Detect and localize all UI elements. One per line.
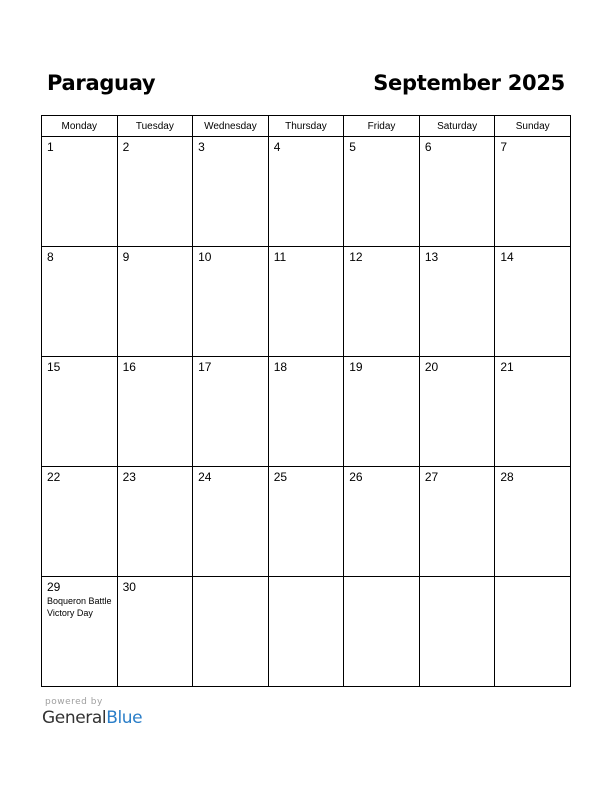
day-cell xyxy=(42,247,118,357)
day-cell-empty xyxy=(268,577,344,687)
day-cell xyxy=(419,357,495,467)
day-number: 27 xyxy=(424,470,439,484)
generalblue-logo[interactable] xyxy=(42,708,142,728)
day-number: 25 xyxy=(273,470,288,484)
day-number xyxy=(269,577,344,580)
week-row xyxy=(42,467,571,577)
day-cell-empty xyxy=(344,577,420,687)
brand-part-blue: Blue xyxy=(106,708,143,728)
day-number: 17 xyxy=(198,360,212,374)
day-number: 5 xyxy=(349,140,356,154)
day-cell xyxy=(117,247,193,357)
country-title: Paraguay xyxy=(47,71,156,95)
brand-part-general: General xyxy=(42,708,107,728)
powered-by-text: powered by xyxy=(45,697,103,707)
day-cell xyxy=(193,247,269,357)
weekday-friday: Friday xyxy=(344,116,420,137)
day-cell xyxy=(193,137,269,247)
day-cell xyxy=(268,357,344,467)
week-row xyxy=(42,357,571,467)
day-number: 28 xyxy=(500,470,514,484)
day-number: 24 xyxy=(198,470,212,484)
day-number: 20 xyxy=(424,360,439,374)
day-number: 15 xyxy=(47,360,61,374)
day-number: 10 xyxy=(198,250,212,264)
day-number: 19 xyxy=(349,360,363,374)
weekday-header-row xyxy=(42,116,571,137)
day-number: 1 xyxy=(47,140,54,154)
day-number: 9 xyxy=(122,250,130,264)
weekday-saturday: Saturday xyxy=(419,116,495,137)
day-cell xyxy=(117,467,193,577)
day-cell xyxy=(344,357,420,467)
day-cell xyxy=(42,577,118,687)
day-cell-empty xyxy=(495,577,571,687)
weekday-tuesday: Tuesday xyxy=(117,116,193,137)
footer-branding xyxy=(42,697,142,728)
day-cell xyxy=(117,577,193,687)
day-cell xyxy=(42,357,118,467)
day-cell xyxy=(268,247,344,357)
day-cell xyxy=(495,467,571,577)
day-number: 26 xyxy=(349,470,363,484)
weekday-sunday: Sunday xyxy=(495,116,571,137)
day-cell xyxy=(419,247,495,357)
calendar-grid xyxy=(41,115,571,687)
day-cell xyxy=(344,467,420,577)
day-cell xyxy=(193,467,269,577)
day-number: 11 xyxy=(273,250,287,264)
day-cell xyxy=(495,247,571,357)
day-number: 3 xyxy=(198,140,205,154)
day-number: 8 xyxy=(47,250,54,264)
day-number: 7 xyxy=(500,140,508,154)
day-cell-empty xyxy=(193,577,269,687)
day-number: 14 xyxy=(500,250,514,264)
day-number: 29 xyxy=(47,580,61,594)
day-cell xyxy=(268,467,344,577)
day-cell xyxy=(193,357,269,467)
holiday-label: Boqueron Battle Victory Day xyxy=(47,596,112,618)
day-cell xyxy=(419,137,495,247)
day-cell xyxy=(268,137,344,247)
day-cell xyxy=(419,467,495,577)
day-cell xyxy=(344,137,420,247)
day-number: 18 xyxy=(273,360,288,374)
day-number xyxy=(344,577,419,580)
day-number: 6 xyxy=(424,140,432,154)
day-number: 12 xyxy=(349,250,363,264)
day-cell xyxy=(117,137,193,247)
day-number: 21 xyxy=(500,360,514,374)
day-cell xyxy=(117,357,193,467)
day-number xyxy=(193,577,268,580)
weekday-monday: Monday xyxy=(42,116,118,137)
day-cell xyxy=(42,137,118,247)
day-cell xyxy=(344,247,420,357)
week-row xyxy=(42,577,571,687)
day-number: 4 xyxy=(273,140,281,154)
week-row xyxy=(42,137,571,247)
day-number xyxy=(495,577,570,580)
day-number: 2 xyxy=(122,140,130,154)
day-number xyxy=(420,577,495,580)
week-row xyxy=(42,247,571,357)
day-cell xyxy=(495,357,571,467)
day-number: 22 xyxy=(47,470,61,484)
day-number: 30 xyxy=(122,580,136,594)
day-cell xyxy=(495,137,571,247)
day-cell-empty xyxy=(419,577,495,687)
day-number: 13 xyxy=(424,250,439,264)
day-number: 16 xyxy=(122,360,136,374)
month-year-title: September 2025 xyxy=(373,71,565,95)
weekday-thursday: Thursday xyxy=(268,116,344,137)
day-cell xyxy=(42,467,118,577)
weekday-wednesday: Wednesday xyxy=(193,116,269,137)
day-number: 23 xyxy=(122,470,136,484)
